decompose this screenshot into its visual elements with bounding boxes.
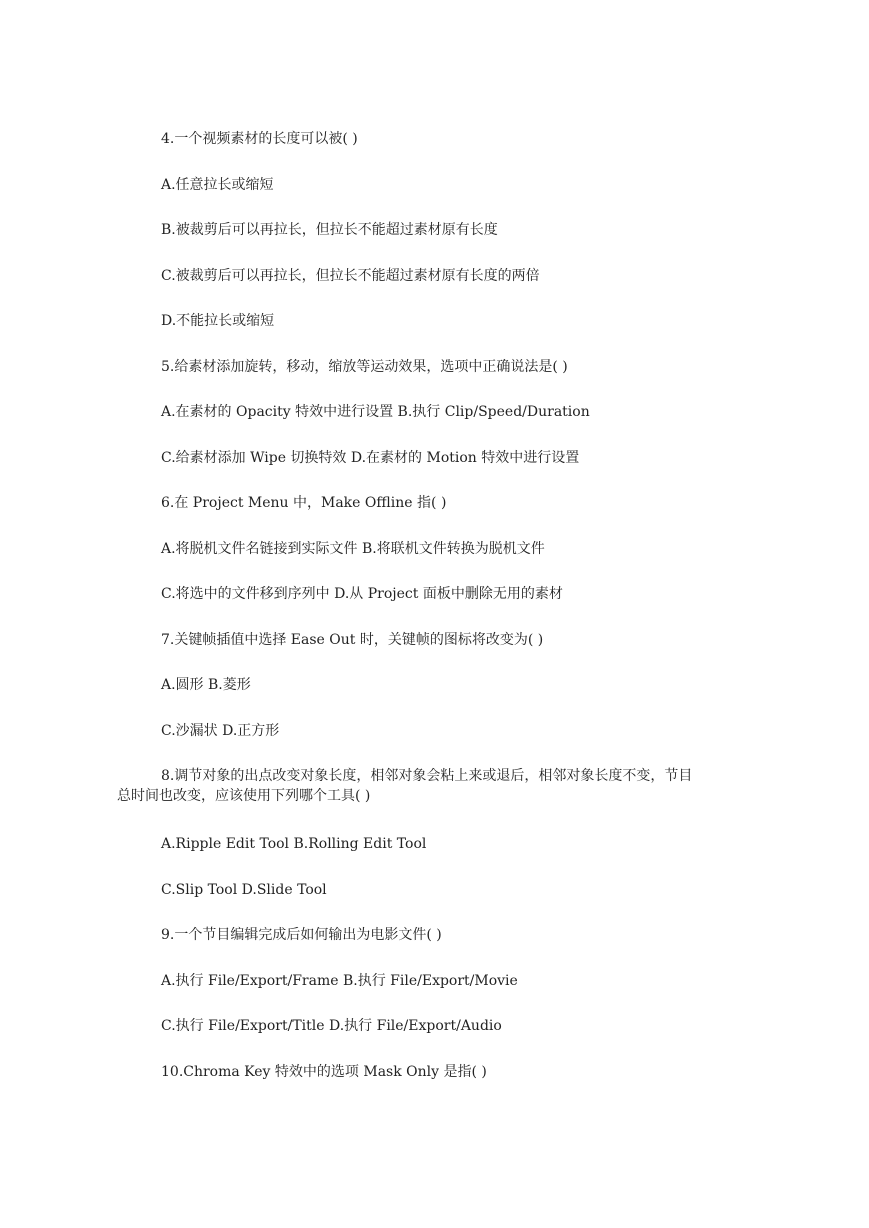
question-6-options-ab: A.将脱机文件名链接到实际文件 B.将联机文件转换为脱机文件 <box>161 541 545 557</box>
question-5-text: 5.给素材添加旋转，移动，缩放等运动效果，选项中正确说法是( ) <box>161 359 568 375</box>
question-4-text: 4.一个视频素材的长度可以被( ) <box>161 131 358 147</box>
question-9-text: 9.一个节目编辑完成后如何输出为电影文件( ) <box>161 927 442 943</box>
question-7-options-ab: A.圆形 B.菱形 <box>161 677 251 693</box>
question-9-options-ab: A.执行 File/Export/Frame B.执行 File/Export/Movie <box>161 973 518 989</box>
question-8-line-1: 8.调节对象的出点改变对象长度，相邻对象会粘上来或退后，相邻对象长度不变，节目 <box>161 768 693 784</box>
question-4-option-b: B.被裁剪后可以再拉长，但拉长不能超过素材原有长度 <box>161 222 498 238</box>
question-5-options-ab: A.在素材的 Opacity 特效中进行设置 B.执行 Clip/Speed/Duration <box>161 404 590 420</box>
question-5-options-cd: C.给素材添加 Wipe 切换特效 D.在素材的 Motion 特效中进行设置 <box>161 450 580 466</box>
question-7-text: 7.关键帧插值中选择 Ease Out 时，关键帧的图标将改变为( ) <box>161 632 544 648</box>
question-9-options-cd: C.执行 File/Export/Title D.执行 File/Export/Audio <box>161 1018 502 1034</box>
question-7-options-cd: C.沙漏状 D.正方形 <box>161 723 280 739</box>
question-4-option-c: C.被裁剪后可以再拉长，但拉长不能超过素材原有长度的两倍 <box>161 268 540 284</box>
question-6-options-cd: C.将选中的文件移到序列中 D.从 Project 面板中删除无用的素材 <box>161 586 563 602</box>
question-8-options-ab: A.Ripple Edit Tool B.Rolling Edit Tool <box>161 836 427 852</box>
question-4-option-a: A.任意拉长或缩短 <box>161 177 274 193</box>
question-10-text: 10.Chroma Key 特效中的选项 Mask Only 是指( ) <box>161 1064 487 1080</box>
question-8-options-cd: C.Slip Tool D.Slide Tool <box>161 882 327 898</box>
question-8-line-2: 总时间也改变，应该使用下列哪个工具( ) <box>117 788 371 804</box>
question-6-text: 6.在 Project Menu 中，Make Offline 指( ) <box>161 495 447 511</box>
question-8-text <box>117 766 747 806</box>
question-4-option-d: D.不能拉长或缩短 <box>161 313 275 329</box>
